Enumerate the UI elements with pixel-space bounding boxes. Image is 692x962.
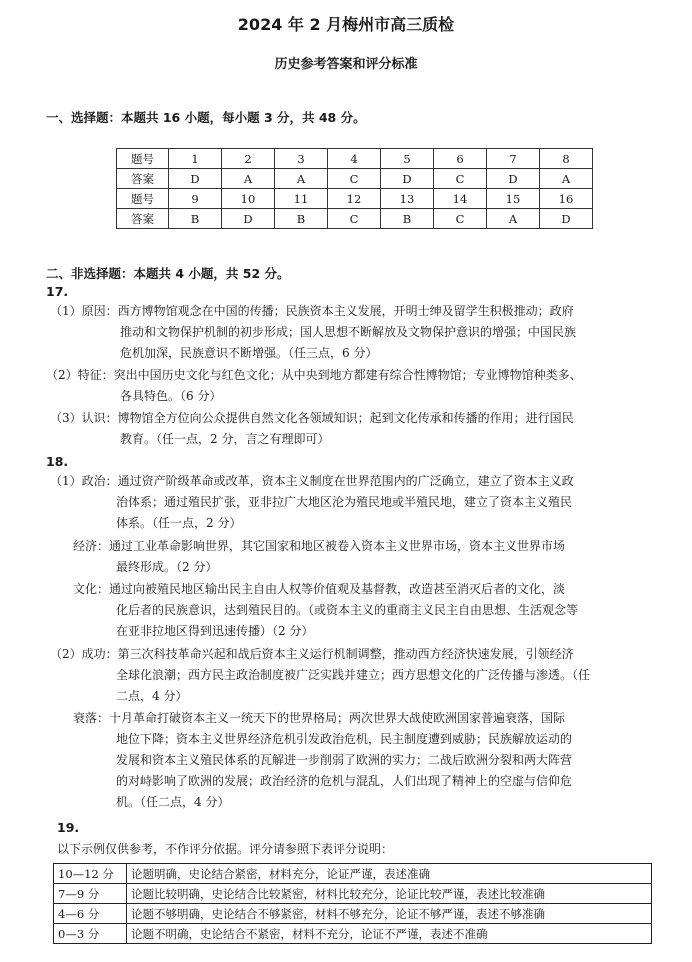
q19-number: 19. (57, 820, 80, 835)
rubric-grade: 0—3 分 (54, 924, 127, 944)
table-cell: 13 (381, 189, 434, 209)
table-cell: A (487, 209, 540, 229)
table-cell: 15 (487, 189, 540, 209)
q17-line: 推动和文物保护机制的初步形成；国人思想不断解放及文物保护意识的增强；中国民族 (120, 325, 577, 339)
table-cell: C (328, 169, 381, 189)
table-row (54, 904, 652, 924)
table-row (54, 864, 652, 884)
q18-line: （1）政治：通过资产阶级革命或改革，资本主义制度在世界范围内的广泛确立，建立了资本主义政 (50, 474, 574, 488)
table-cell: 10 (222, 189, 275, 209)
q18-line: 治体系；通过殖民扩张，亚非拉广大地区沦为殖民地或半殖民地，建立了资本主义殖民 (116, 495, 573, 509)
table-cell: 4 (328, 149, 381, 169)
table-row (117, 149, 593, 169)
rubric-table (53, 863, 652, 944)
table-cell: 3 (275, 149, 328, 169)
q18-line: 在亚非拉地区得到迅速传播）（2 分） (116, 624, 314, 638)
table-cell: B (169, 209, 222, 229)
q18-line: 最终形成。（2 分） (116, 560, 218, 574)
table-cell: 9 (169, 189, 222, 209)
table-row (117, 189, 593, 209)
q17-line: （3）认识：博物馆全方位向公众提供自然文化各领域知识；起到文化传承和传播的作用；进行国民 (50, 411, 574, 425)
q18-line: 经济：通过工业革命影响世界，其它国家和地区被卷入资本主义世界市场，资本主义世界市场 (73, 539, 566, 553)
table-row (117, 209, 593, 229)
table-cell: 2 (222, 149, 275, 169)
table-cell: 8 (540, 149, 593, 169)
q18-line: 文化：通过向被殖民地区输出民主自由人权等价值观及基督教，改造甚至消灭后者的文化，淡 (73, 582, 566, 596)
q19-intro: 以下示例仅供参考，不作评分依据。评分请参照下表评分说明： (57, 842, 394, 856)
q18-line: 二点，4 分） (116, 689, 188, 703)
table-cell: 12 (328, 189, 381, 209)
table-row (54, 924, 652, 944)
table-cell: A (540, 169, 593, 189)
table-cell: B (275, 209, 328, 229)
q17-line: （2）特征：突出中国历史文化与红色文化；从中央到地方都建有综合性博物馆；专业博物馆种类多、 (46, 368, 582, 382)
answer-table (116, 148, 593, 229)
q18-line: 体系。（任一点，2 分） (116, 516, 242, 530)
q17-line: 各具特色。（6 分） (120, 389, 222, 403)
table-cell: 14 (434, 189, 487, 209)
table-cell: 题号 (117, 149, 169, 169)
table-cell: D (381, 169, 434, 189)
q18-line: 全球化浪潮；西方民主政治制度被广泛实践并建立；西方思想文化的广泛传播与渗透。（任 (116, 668, 591, 682)
table-cell: 11 (275, 189, 328, 209)
rubric-grade: 10—12 分 (54, 864, 127, 884)
table-cell: C (434, 209, 487, 229)
table-cell: 题号 (117, 189, 169, 209)
rubric-desc: 论题明确，史论结合紧密，材料充分，论证严谨，表述准确 (127, 864, 652, 884)
section2-heading: 二、非选择题：本题共 4 小题，共 52 分。 (46, 266, 290, 281)
rubric-desc: 论题比较明确，史论结合比较紧密，材料比较充分，论证比较严谨，表述比较准确 (127, 884, 652, 904)
q17-line: 危机加深，民族意识不断增强。（任三点，6 分） (120, 346, 378, 360)
rubric-grade: 4—6 分 (54, 904, 127, 924)
page-title: 2024 年 2 月梅州市高三质检 (237, 15, 455, 34)
q18-number: 18. (46, 454, 69, 469)
table-row (54, 884, 652, 904)
page-subtitle: 历史参考答案和评分标准 (274, 57, 418, 72)
q17-line: 教育。（任一点，2 分，言之有理即可） (120, 432, 330, 446)
q18-line: （2）成功：第三次科技革命兴起和战后资本主义运行机制调整，推动西方经济快速发展，引领经济 (50, 647, 574, 661)
q18-line: 的对峙影响了欧洲的发展；政治经济的危机与混乱，人们出现了精神上的空虚与信仰危 (116, 774, 573, 788)
q18-line: 衰落：十月革命打破资本主义一统天下的世界格局；两次世界大战使欧洲国家普遍衰落，国际 (73, 711, 566, 725)
rubric-desc: 论题不够明确，史论结合不够紧密，材料不够充分，论证不够严谨，表述不够准确 (127, 904, 652, 924)
table-row (117, 169, 593, 189)
table-cell: 6 (434, 149, 487, 169)
q18-line: 机。（任二点，4 分） (116, 795, 230, 809)
rubric-desc: 论题不明确，史论结合不紧密，材料不充分，论证不严谨，表述不准确 (127, 924, 652, 944)
q18-line: 发展和资本主义殖民体系的瓦解进一步削弱了欧洲的实力；二战后欧洲分裂和两大阵营 (116, 753, 573, 767)
q18-line: 地位下降；资本主义世界经济危机引发政治危机，民主制度遭到威胁；民族解放运动的 (116, 732, 573, 746)
q17-number: 17. (46, 284, 69, 299)
table-cell: 7 (487, 149, 540, 169)
q17-line: （1）原因：西方博物馆观念在中国的传播；民族资本主义发展，开明士绅及留学生积极推动；政府 (50, 304, 574, 318)
table-cell: D (487, 169, 540, 189)
rubric-grade: 7—9 分 (54, 884, 127, 904)
table-cell: C (434, 169, 487, 189)
q18-line: 化后者的民族意识，达到殖民目的。（或资本主义的重商主义民主自由思想、生活观念等 (116, 603, 579, 617)
table-cell: 16 (540, 189, 593, 209)
section1-heading: 一、选择题：本题共 16 小题，每小题 3 分，共 48 分。 (46, 110, 366, 125)
table-cell: D (222, 209, 275, 229)
table-cell: C (328, 209, 381, 229)
table-cell: A (275, 169, 328, 189)
table-cell: D (540, 209, 593, 229)
table-cell: 5 (381, 149, 434, 169)
table-cell: 答案 (117, 209, 169, 229)
table-cell: 答案 (117, 169, 169, 189)
table-cell: B (381, 209, 434, 229)
table-cell: A (222, 169, 275, 189)
table-cell: D (169, 169, 222, 189)
table-cell: 1 (169, 149, 222, 169)
